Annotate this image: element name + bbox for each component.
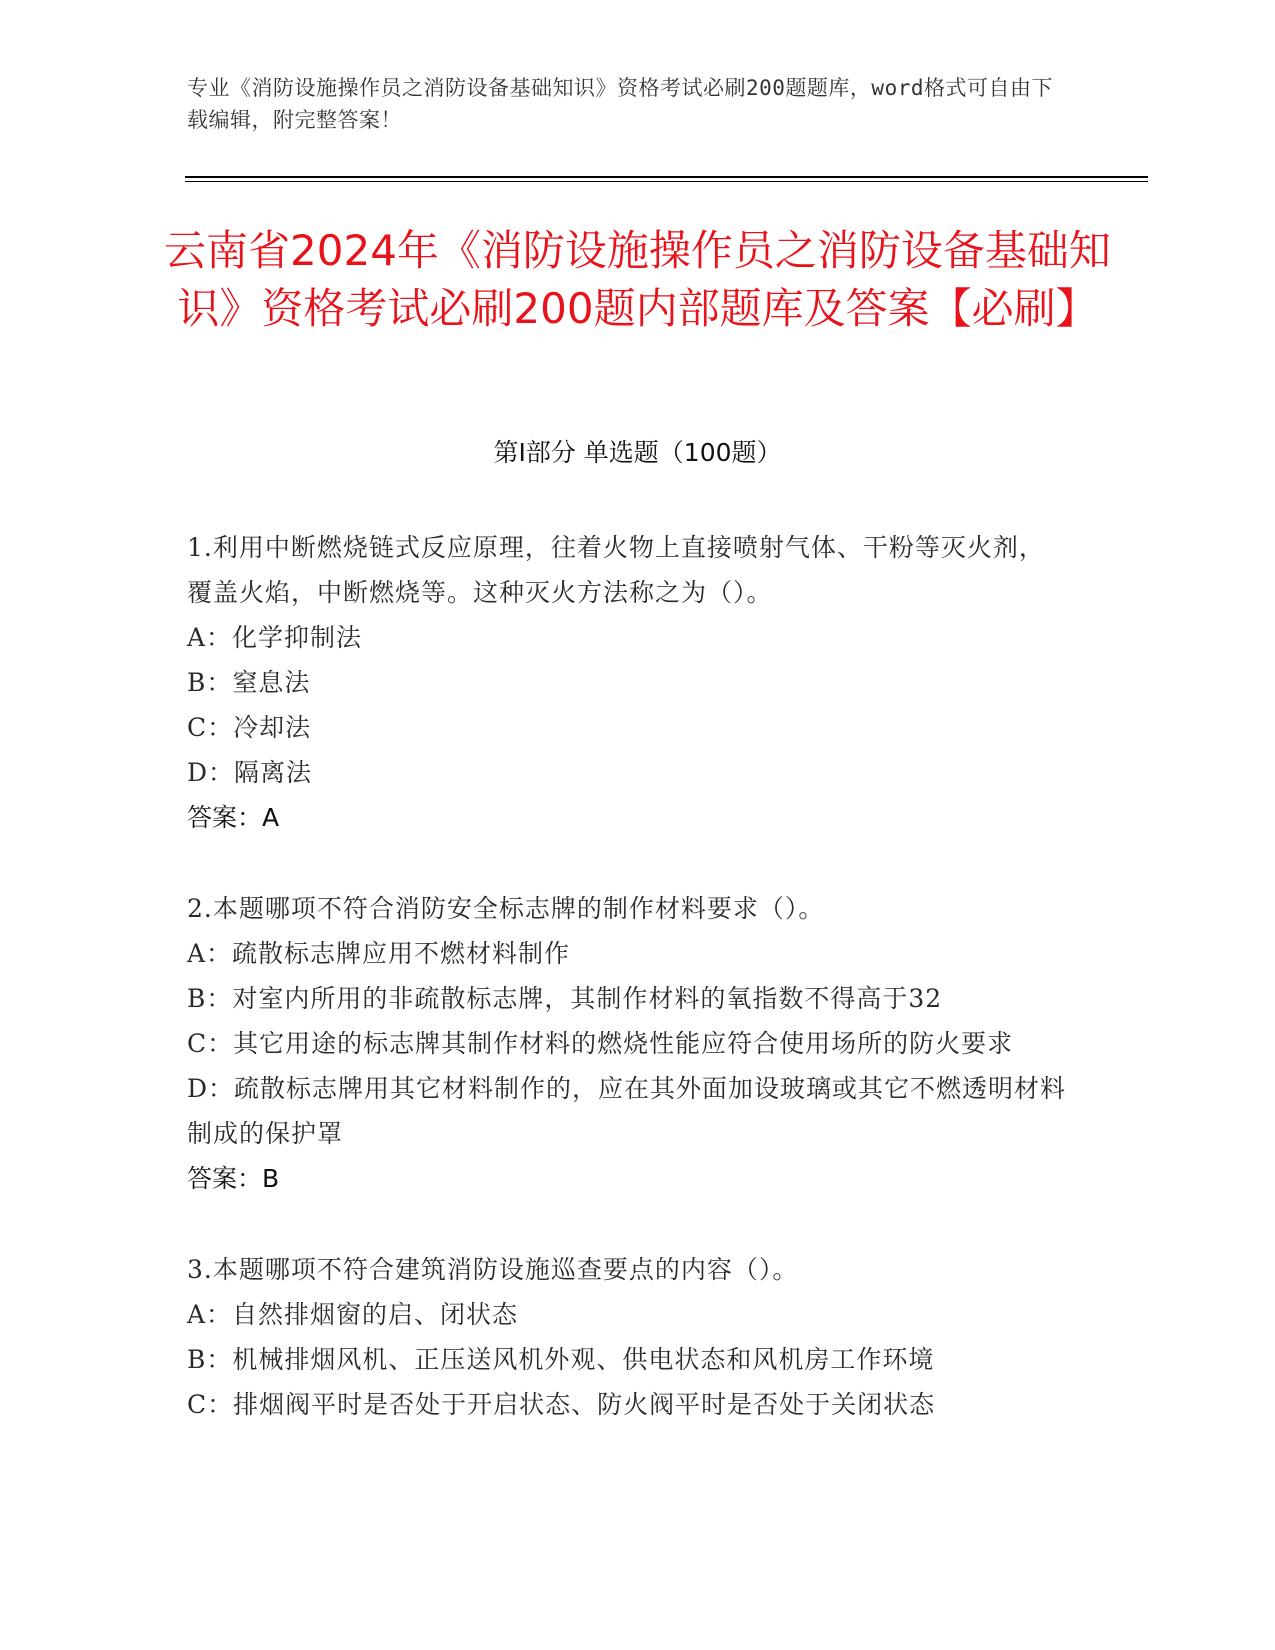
header-note: 专业《消防设施操作员之消防设备基础知识》资格考试必刷200题题库，word格式可自由下载编辑，附完整答案！ [187, 76, 1053, 132]
option-b: B：窒息法 [187, 668, 311, 697]
option-a: A：疏散标志牌应用不燃材料制作 [187, 939, 571, 968]
header-rule-thick [185, 176, 1148, 178]
option-c: C：其它用途的标志牌其制作材料的燃烧性能应符合使用场所的防火要求 [187, 1029, 1014, 1058]
question-stem: 3.本题哪项不符合建筑消防设施巡查要点的内容（）。 [187, 1255, 799, 1284]
section-heading: 第Ⅰ部分 单选题（100题） [493, 438, 782, 467]
header-rule-thin [185, 181, 1148, 182]
question-1 [187, 525, 1067, 840]
option-c: C：冷却法 [187, 713, 312, 742]
question-3 [187, 1247, 1067, 1427]
option-a: A：自然排烟窗的启、闭状态 [187, 1300, 519, 1329]
option-b: B：机械排烟风机、正压送风机外观、供电状态和风机房工作环境 [187, 1345, 935, 1374]
question-list [187, 525, 1067, 1473]
document-title: 云南省2024年《消防设施操作员之消防设备基础知识》资格考试必刷200题内部题库及答案【必刷】 [164, 226, 1111, 333]
answer-line: 答案：B [187, 1164, 280, 1193]
question-stem: 1.利用中断燃烧链式反应原理，往着火物上直接喷射气体、干粉等灭火剂，覆盖火焰，中断燃烧等。这种灭火方法称之为（）。 [187, 533, 1045, 607]
question-stem: 2.本题哪项不符合消防安全标志牌的制作材料要求（）。 [187, 894, 825, 923]
option-c: C：排烟阀平时是否处于开启状态、防火阀平时是否处于关闭状态 [187, 1390, 936, 1419]
option-d: D：疏散标志牌用其它材料制作的，应在其外面加设玻璃或其它不燃透明材料制成的保护罩 [187, 1074, 1067, 1148]
option-a: A：化学抑制法 [187, 623, 363, 652]
option-b: B：对室内所用的非疏散标志牌，其制作材料的氧指数不得高于32 [187, 984, 943, 1013]
option-d: D：隔离法 [187, 758, 313, 787]
answer-line: 答案：A [187, 803, 280, 832]
question-2 [187, 886, 1067, 1201]
